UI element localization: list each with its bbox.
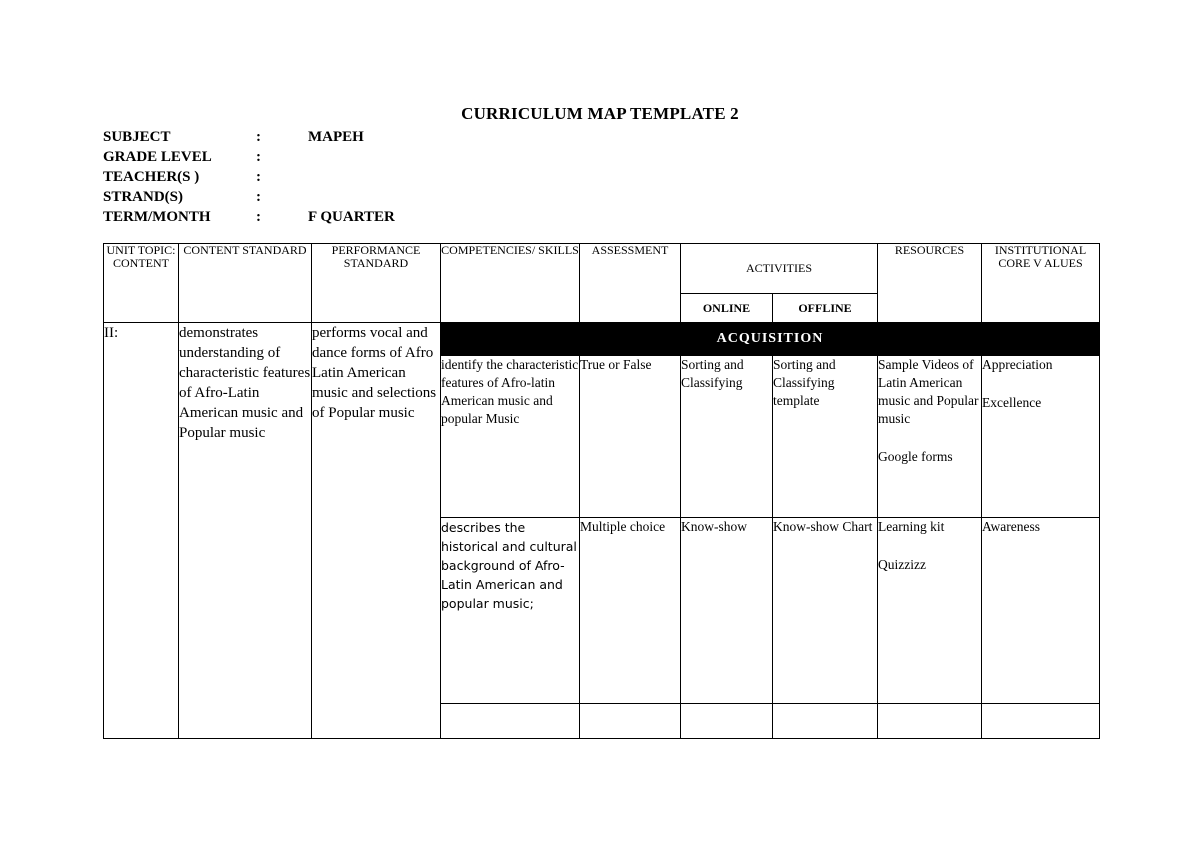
header-offline: OFFLINE [773, 294, 878, 323]
header-core-values: INSTITUTIONAL CORE V ALUES [982, 244, 1100, 323]
unit-topic-cell: II: [104, 323, 179, 739]
header-assessment: ASSESSMENT [580, 244, 681, 323]
meta-label: STRAND(S) [103, 189, 184, 205]
core-value-item: Excellence [982, 395, 1042, 410]
core-values-cell [982, 518, 1100, 704]
meta-row-grade-level [103, 147, 603, 167]
resource-item: Learning kit [878, 519, 945, 534]
online-activity-cell: Know-show [681, 518, 773, 704]
meta-colon: : [256, 169, 261, 185]
meta-value: F QUARTER [308, 209, 395, 225]
meta-colon: : [256, 149, 261, 165]
empty-cell [681, 704, 773, 739]
empty-cell [773, 704, 878, 739]
header-row [104, 244, 1100, 294]
header-unit-topic: UNIT TOPIC: CONTENT [104, 244, 179, 323]
competency-cell: identify the characteristic features of Afro-latin American music and popular Music [441, 356, 580, 518]
core-value-item: Awareness [982, 519, 1040, 534]
meta-row-strands [103, 187, 603, 207]
empty-cell [878, 704, 982, 739]
resource-item: Sample Videos of Latin American music and Popular music [878, 357, 979, 426]
curriculum-map-table [103, 243, 1100, 739]
resources-cell [878, 356, 982, 518]
content-standard-cell: demonstrates understanding of characteristic features of Afro-Latin American music and Popular music [179, 323, 312, 739]
empty-cell [441, 704, 580, 739]
meta-colon: : [256, 189, 261, 205]
meta-label: TERM/MONTH [103, 209, 211, 225]
assessment-cell: Multiple choice [580, 518, 681, 704]
header-competencies: COMPETENCIES/ SKILLS [441, 244, 580, 323]
competency-cell: describes the historical and cultural background of Afro-Latin American and popular music; [441, 518, 580, 704]
section-row [104, 323, 1100, 356]
resource-item: Google forms [878, 449, 953, 464]
document-title: CURRICULUM MAP TEMPLATE 2 [461, 104, 739, 123]
meta-label: GRADE LEVEL [103, 149, 212, 165]
document-meta [103, 127, 603, 227]
meta-row-teachers [103, 167, 603, 187]
meta-label: SUBJECT [103, 129, 171, 145]
core-value-item: Appreciation [982, 357, 1053, 372]
header-online: ONLINE [681, 294, 773, 323]
meta-colon: : [256, 209, 261, 225]
performance-standard-cell: performs vocal and dance forms of Afro Latin American music and selections of Popular music [312, 323, 441, 739]
header-performance-standard: PERFORMANCE STANDARD [312, 244, 441, 323]
meta-row-term-month [103, 207, 603, 227]
meta-value: MAPEH [308, 129, 364, 145]
header-resources: RESOURCES [878, 244, 982, 323]
empty-cell [982, 704, 1100, 739]
header-activities: ACTIVITIES [681, 244, 878, 294]
meta-colon: : [256, 129, 261, 145]
header-content-standard: CONTENT STANDARD [179, 244, 312, 323]
offline-activity-cell: Know-show Chart [773, 518, 878, 704]
acquisition-section-header: ACQUISITION [441, 323, 1100, 356]
meta-row-subject [103, 127, 603, 147]
online-activity-cell: Sorting and Classifying [681, 356, 773, 518]
offline-activity-cell: Sorting and Classifying template [773, 356, 878, 518]
meta-label: TEACHER(S ) [103, 169, 200, 185]
empty-cell [580, 704, 681, 739]
core-values-cell [982, 356, 1100, 518]
assessment-cell: True or False [580, 356, 681, 518]
resource-item: Quizzizz [878, 557, 926, 572]
resources-cell [878, 518, 982, 704]
